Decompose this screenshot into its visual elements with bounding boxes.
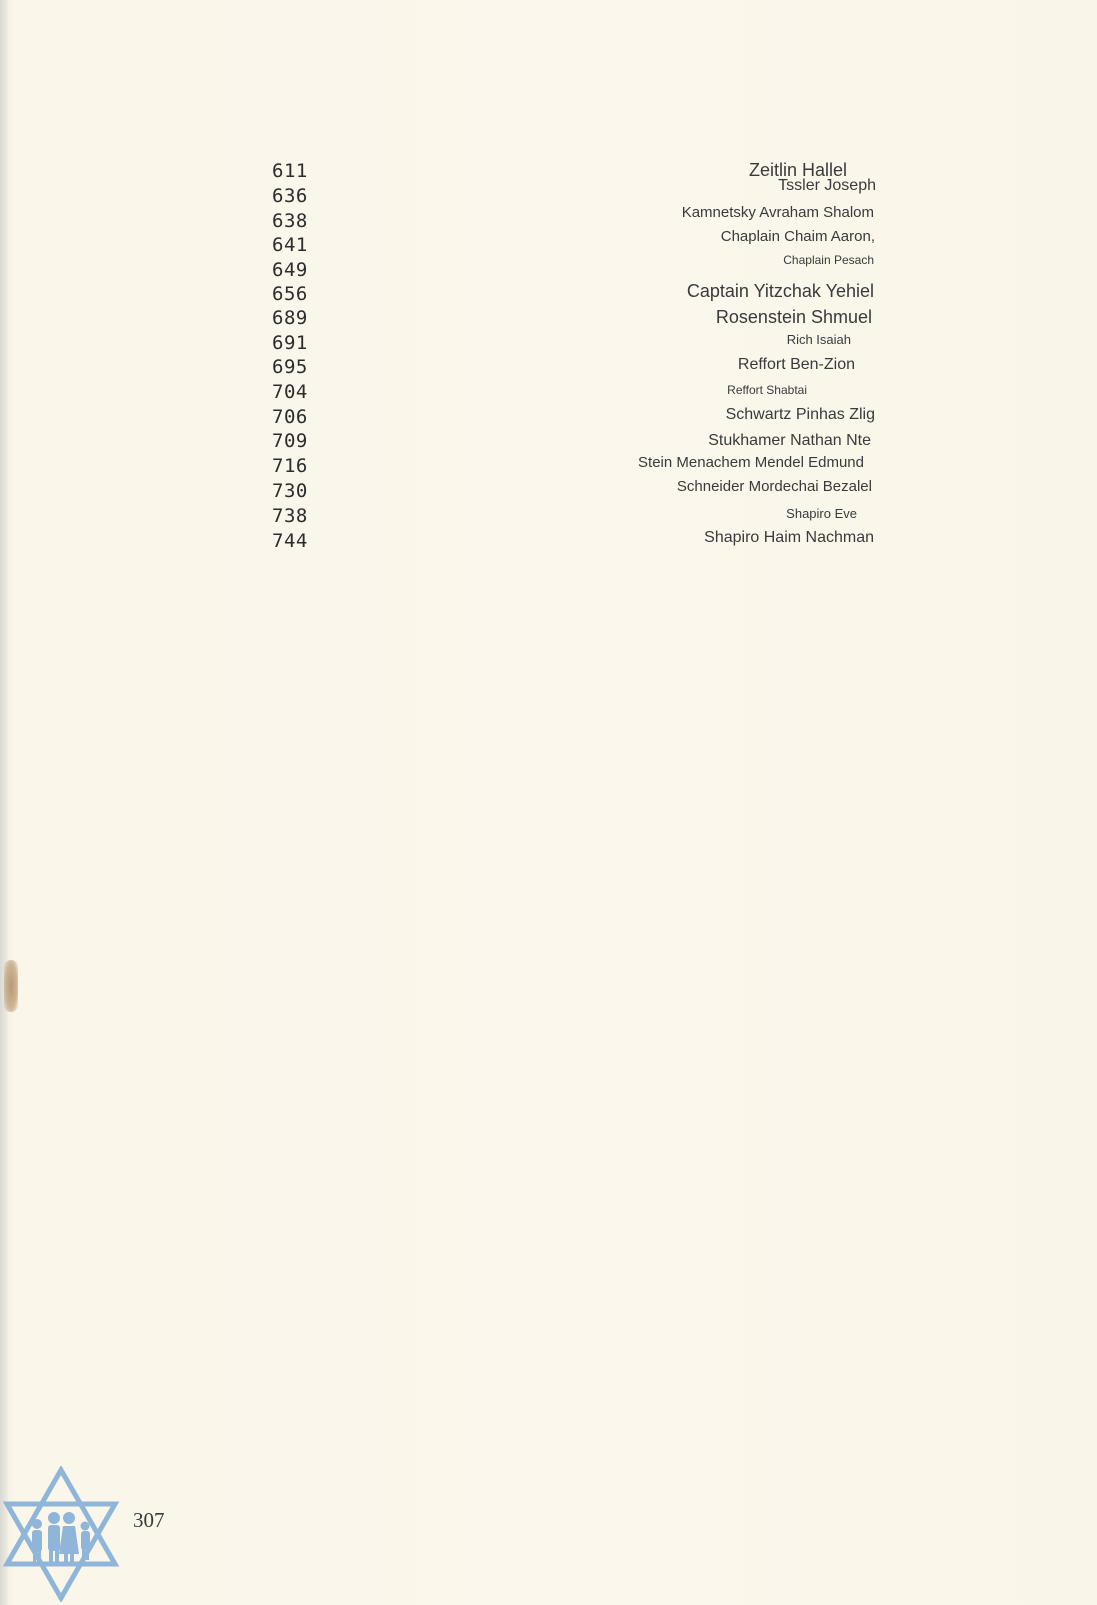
page-number: 307: [133, 1508, 165, 1532]
list-item: [0, 228, 1097, 259]
entry-number: 706: [272, 406, 308, 428]
entry-number: 744: [272, 530, 308, 552]
entry-number: 636: [272, 185, 308, 207]
entry-number: 641: [272, 234, 308, 256]
list-item: [0, 253, 1097, 284]
entry-number: 716: [272, 455, 308, 477]
entry-number: 730: [272, 480, 308, 502]
list-item: [0, 332, 1097, 357]
list-item: [0, 505, 1097, 530]
entry-number: 611: [272, 160, 308, 182]
entry-name: Rosenstein Shmuel: [715, 307, 872, 327]
entry-name: Stein Menachem Mendel Edmund: [638, 454, 864, 471]
entry-number: 704: [272, 381, 308, 403]
entry-number: 695: [272, 356, 308, 378]
list-item: [0, 406, 1097, 431]
entry-number: 709: [272, 430, 308, 452]
list-item: [0, 204, 1097, 235]
entry-number: 656: [272, 283, 308, 305]
list-item: [0, 381, 1097, 406]
entry-name: Reffort Ben-Zion: [737, 356, 855, 373]
entry-number: 738: [272, 505, 308, 527]
list-item: [0, 356, 1097, 381]
entry-number: 689: [272, 307, 308, 329]
entry-number: 638: [272, 210, 308, 232]
paper-stain: [4, 960, 18, 1012]
entry-number: 691: [272, 332, 308, 354]
entry-name: Captain Yitzchak Yehiel: [686, 281, 874, 301]
entry-name: Schneider Mordechai Bezalel: [676, 478, 872, 495]
list-item: [0, 160, 1097, 185]
list-item: [0, 455, 1097, 480]
entry-name: Shapiro Haim Nachman: [704, 529, 874, 546]
entry-name: Schwartz Pinhas Zlig: [725, 406, 875, 423]
entry-name: Zeitlin Hallel: [748, 160, 847, 180]
list-item: [0, 177, 1097, 210]
list-item: [0, 530, 1097, 555]
entry-name: Kamnetsky Avraham Shalom: [681, 204, 874, 221]
entry-name: Shapiro Eve: [786, 506, 857, 521]
entry-name: Chaplain Pesach: [783, 253, 874, 267]
entry-name: Rich Isaiah: [786, 332, 851, 347]
star-of-david-family-logo-icon: [2, 1466, 120, 1602]
entry-name: Stukhamer Nathan Nte: [708, 432, 871, 449]
list-item: [0, 283, 1097, 308]
entry-number: 649: [272, 259, 308, 281]
list-item: [0, 307, 1097, 332]
entry-name: Chaplain Chaim Aaron,: [720, 228, 875, 245]
list-item: [0, 430, 1097, 455]
list-item: [0, 480, 1097, 505]
entry-name: Reffort Shabtai: [727, 383, 807, 397]
entry-name: Tssler Joseph: [778, 177, 876, 194]
